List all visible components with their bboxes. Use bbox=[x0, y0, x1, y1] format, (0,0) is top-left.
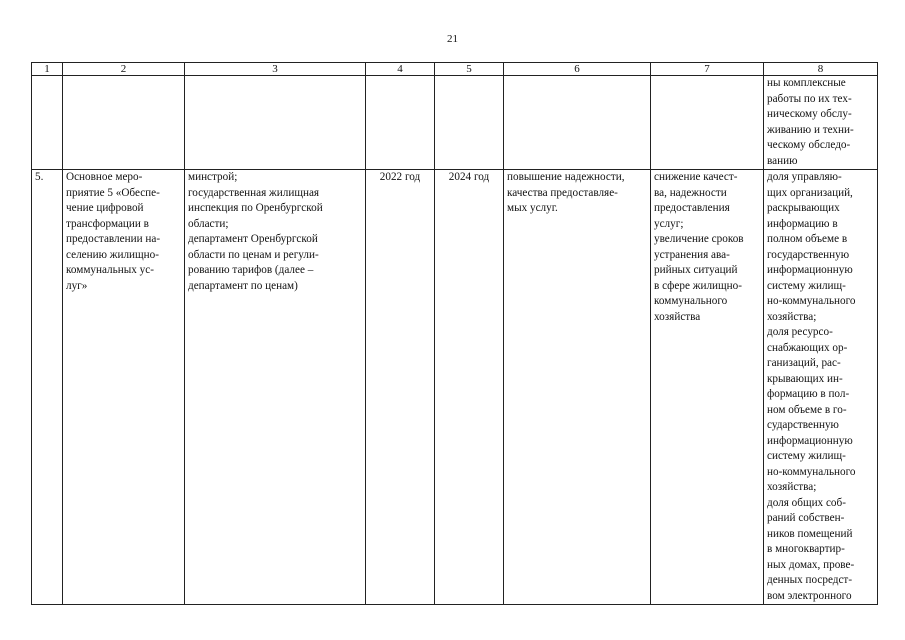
indicators-cell bbox=[764, 170, 878, 605]
cell-text-line: но-коммунального bbox=[767, 295, 856, 307]
cell-text-line: хозяйства bbox=[654, 310, 701, 323]
expected-result-cell bbox=[504, 170, 651, 605]
cell-text-line: хозяйства; bbox=[767, 481, 817, 493]
cell-text-line: ванию bbox=[767, 154, 798, 167]
cell-text-line: качества предоставляе- bbox=[507, 186, 618, 199]
cell-text-line: щих организаций, bbox=[767, 186, 853, 199]
cell-text-line: доля ресурсо- bbox=[767, 326, 833, 338]
table-cell bbox=[32, 76, 63, 170]
header-cell: 5 bbox=[435, 63, 504, 76]
header-cell: 4 bbox=[366, 63, 435, 76]
cell-text-line: предоставлении на- bbox=[66, 233, 161, 245]
cell-text-line: сударственную bbox=[767, 419, 839, 431]
cell-text-line: ва, надежности bbox=[654, 186, 727, 199]
cell-text-line: в многоквартир- bbox=[767, 543, 845, 555]
document-table bbox=[31, 62, 878, 605]
cell-text-line: департамент по ценам) bbox=[188, 279, 298, 292]
cell-text-line: трансформации в bbox=[66, 217, 149, 230]
cell-text-line: доля управляю- bbox=[767, 171, 842, 183]
cell-text-line: области; bbox=[188, 217, 229, 230]
cell-text-line: раскрывающих bbox=[767, 202, 840, 214]
header-cell: 8 bbox=[764, 63, 878, 76]
consequences-cell bbox=[651, 170, 764, 605]
cell-text-line: минстрой; bbox=[188, 171, 238, 183]
cell-text-line: живанию и техни- bbox=[767, 123, 854, 136]
cell-text-line: снабжающих ор- bbox=[767, 341, 848, 354]
row-number-cell: 5. bbox=[32, 170, 63, 605]
table-cell bbox=[63, 76, 185, 170]
header-row bbox=[32, 63, 878, 76]
cell-text-line: коммунальных ус- bbox=[66, 264, 154, 276]
header-cell: 1 bbox=[32, 63, 63, 76]
cell-text-line: снижение качест- bbox=[654, 171, 738, 183]
cell-text-line: Основное меро- bbox=[66, 171, 143, 183]
cell-text-line: полном объеме в bbox=[767, 233, 848, 245]
cell-text-line: крывающих ин- bbox=[767, 372, 843, 385]
table-cell bbox=[185, 76, 366, 170]
cell-text-line: раний собствен- bbox=[767, 512, 845, 524]
cell-text-line: коммунального bbox=[654, 295, 728, 307]
cell-text-line: но-коммунального bbox=[767, 465, 856, 478]
cell-text-line: государственная жилищная bbox=[188, 186, 320, 199]
cell-text-line: денных посредст- bbox=[767, 574, 853, 586]
cell-text-line: увеличение сроков bbox=[654, 233, 744, 245]
cell-text-line: устранения ава- bbox=[654, 248, 730, 261]
header-cell: 6 bbox=[504, 63, 651, 76]
cell-text-line: предоставления bbox=[654, 202, 730, 214]
header-cell: 2 bbox=[63, 63, 185, 76]
cell-text-line: в сфере жилищно- bbox=[654, 279, 742, 292]
table-cell bbox=[504, 76, 651, 170]
cell-text-line: рийных ситуаций bbox=[654, 264, 738, 276]
cell-text-line: ническому обслу- bbox=[767, 108, 852, 120]
cell-text-line: вом электронного bbox=[767, 589, 852, 602]
cell-text-line: приятие 5 «Обеспе- bbox=[66, 186, 160, 199]
cell-text-line: области по ценам и регули- bbox=[188, 248, 319, 261]
cell-text-line: чение цифровой bbox=[66, 202, 144, 214]
table-row bbox=[32, 170, 878, 605]
cell-text-line: государственную bbox=[767, 248, 850, 261]
table-cell bbox=[651, 76, 764, 170]
cell-text-line: систему жилищ- bbox=[767, 450, 846, 462]
header-cell: 7 bbox=[651, 63, 764, 76]
cell-text-line: ных домах, прове- bbox=[767, 558, 855, 571]
start-year-cell: 2022 год bbox=[366, 170, 435, 605]
cell-text-line: луг» bbox=[66, 279, 88, 292]
table-cell bbox=[366, 76, 435, 170]
end-year-cell: 2024 год bbox=[435, 170, 504, 605]
header-cell: 3 bbox=[185, 63, 366, 76]
table-row-continued bbox=[32, 76, 878, 170]
cell-text-line: ном объеме в го- bbox=[767, 403, 847, 416]
cell-text-line: систему жилищ- bbox=[767, 279, 846, 292]
cell-text-line: ны комплексные bbox=[767, 77, 846, 89]
cell-text-line: работы по их тех- bbox=[767, 92, 852, 105]
cell-text-line: инспекция по Оренбургской bbox=[188, 202, 323, 214]
cell-text-line: департамент Оренбургской bbox=[188, 233, 318, 245]
table-cell bbox=[435, 76, 504, 170]
activity-name-cell bbox=[63, 170, 185, 605]
cell-text-line: хозяйства; bbox=[767, 310, 817, 323]
cell-text-line: ческому обследо- bbox=[767, 139, 851, 151]
cell-text-line: информацию в bbox=[767, 217, 838, 230]
executor-cell bbox=[185, 170, 366, 605]
cell-text-line: ников помещений bbox=[767, 527, 853, 540]
cell-text-line: доля общих соб- bbox=[767, 496, 846, 509]
cell-text-line: информационную bbox=[767, 264, 853, 276]
cell-text-line: услуг; bbox=[654, 217, 684, 230]
indicators-continued-cell bbox=[764, 76, 878, 170]
page-number: 21 bbox=[447, 33, 458, 45]
cell-text-line: формацию в пол- bbox=[767, 388, 850, 400]
cell-text-line: мых услуг. bbox=[507, 202, 558, 214]
cell-text-line: информационную bbox=[767, 434, 853, 447]
cell-text-line: рованию тарифов (далее – bbox=[188, 264, 314, 276]
cell-text-line: ганизаций, рас- bbox=[767, 357, 841, 369]
cell-text-line: селению жилищно- bbox=[66, 248, 159, 261]
cell-text-line: повышение надежности, bbox=[507, 171, 625, 183]
